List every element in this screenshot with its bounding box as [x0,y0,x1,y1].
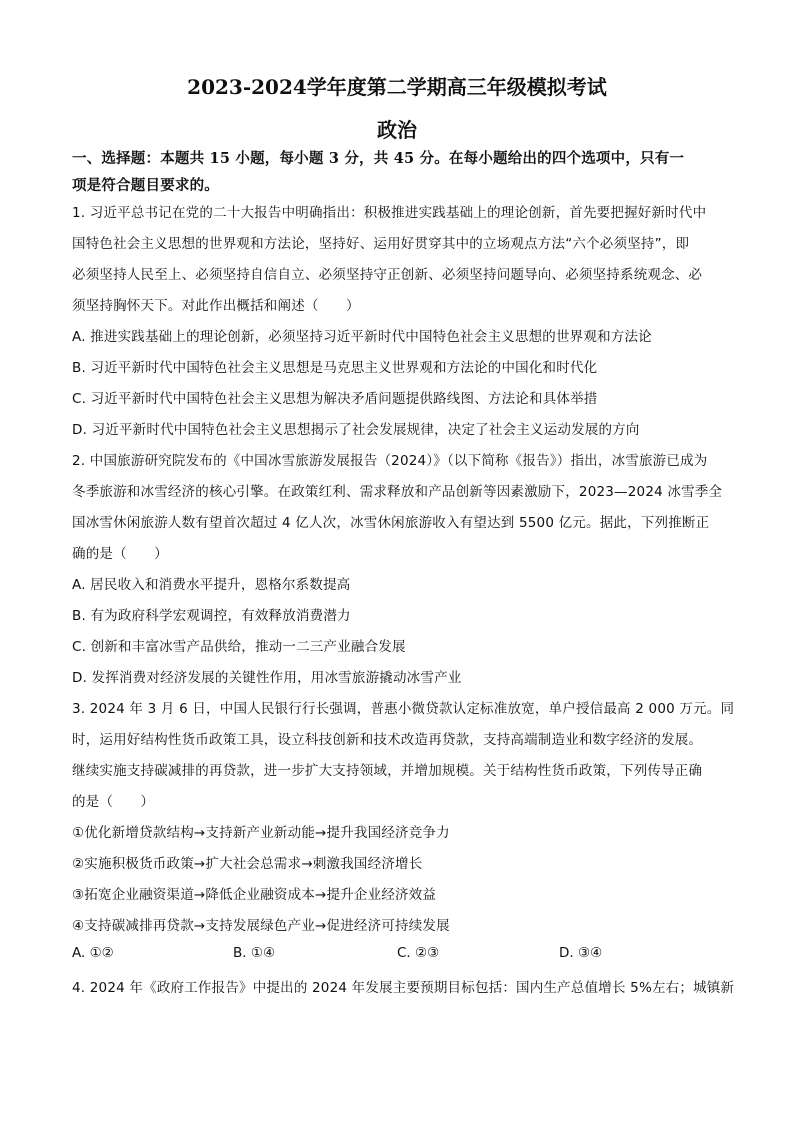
q1-stem-line: 必须坚持人民至上、必须坚持自信自立、必须坚持守正创新、必须坚持问题导向、必须坚持系统观念、必 [72,267,703,283]
q2-stem-line: 2. 中国旅游研究院发布的《中国冰雪旅游发展报告（2024）》（以下简称《报告》）指出，冰雪旅游已成为 [72,453,708,469]
q2-option-b: B. 有为政府科学宏观调控，有效释放消费潜力 [72,608,351,624]
q3-option-a: A. ①② [72,945,114,961]
q3-item-1: ①优化新增贷款结构→支持新产业新动能→提升我国经济竞争力 [72,825,450,841]
q3-option-c: C. ②③ [397,945,440,961]
section-heading-line1: 一、选择题：本题共 15 小题，每小题 3 分，共 45 分。在每小题给出的四个选项中，只有一 [72,150,685,167]
q3-stem-line: 继续实施支持碳减排的再贷款，进一步扩大支持领域，并增加规模。关于结构性货币政策，下列传导正确 [72,763,703,779]
q3-item-3: ③拓宽企业融资渠道→降低企业融资成本→提升企业经济效益 [72,887,437,903]
q4-stem-line: 4. 2024 年《政府工作报告》中提出的 2024 年发展主要预期目标包括：国内生产总值增长 5%左右；城镇新 [72,980,735,996]
q1-option-b: B. 习近平新时代中国特色社会主义思想是马克思主义世界观和方法论的中国化和时代化 [72,360,598,376]
q1-stem-line: 1. 习近平总书记在党的二十大报告中明确指出：积极推进实践基础上的理论创新，首先要把握好新时代中 [72,205,707,221]
q2-option-d: D. 发挥消费对经济发展的关键性作用，用冰雪旅游撬动冰雪产业 [72,670,462,686]
q3-option-d: D. ③④ [559,945,603,961]
q3-item-2: ②实施积极货币政策→扩大社会总需求→刺激我国经济增长 [72,856,423,872]
q2-option-a: A. 居民收入和消费水平提升，恩格尔系数提高 [72,577,351,593]
q3-item-4: ④支持碳减排再贷款→支持发展绿色产业→促进经济可持续发展 [72,918,450,934]
q2-stem-line: 冬季旅游和冰雪经济的核心引擎。在政策红利、需求释放和产品创新等因素激励下，2023—2024 冰雪季全 [72,484,723,500]
q3-stem-line: 时，运用好结构性货币政策工具，设立科技创新和技术改造再贷款，支持高端制造业和数字经济的发展。 [72,732,703,748]
q1-option-c: C. 习近平新时代中国特色社会主义思想为解决矛盾问题提供路线图、方法论和具体举措 [72,391,598,407]
section-heading-line2: 项是符合题目要求的。 [72,177,219,194]
q1-stem-line: 须坚持胸怀天下。对此作出概括和阐述（ ） [72,298,360,314]
subject-title: 政治 [377,118,417,142]
q2-stem-line: 确的是（ ） [72,546,168,562]
q3-option-b: B. ①④ [233,945,276,961]
exam-title: 2023-2024学年度第二学期高三年级模拟考试 [187,75,607,99]
q1-stem-line: 国特色社会主义思想的世界观和方法论，坚持好、运用好贯穿其中的立场观点方法“六个必须坚持”，即 [72,236,690,252]
q1-option-a: A. 推进实践基础上的理论创新，必须坚持习近平新时代中国特色社会主义思想的世界观和方法论 [72,329,652,345]
q3-stem-line: 3. 2024 年 3 月 6 日，中国人民银行行长强调，普惠小微贷款认定标准放宽，单户授信最高 2 000 万元。同 [72,701,735,717]
q2-option-c: C. 创新和丰富冰雪产品供给，推动一二三产业融合发展 [72,639,406,655]
q3-stem-line: 的是（ ） [72,794,155,810]
q1-option-d: D. 习近平新时代中国特色社会主义思想揭示了社会发展规律，决定了社会主义运动发展的方向 [72,422,640,438]
q2-stem-line: 国冰雪休闲旅游人数有望首次超过 4 亿人次，冰雪休闲旅游收入有望达到 5500 亿元。据此，下列推断正 [72,515,710,531]
